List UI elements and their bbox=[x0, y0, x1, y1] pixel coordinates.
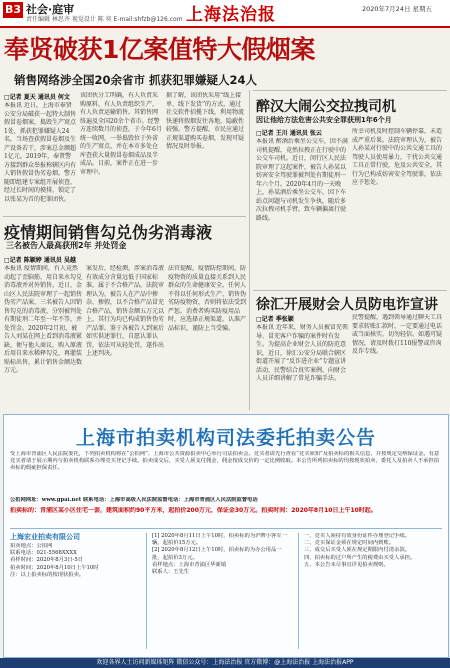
ad-company: 上海宏业拍卖有限公司 bbox=[10, 533, 80, 541]
lead-byline: □记者 夏天 通讯员 何文 bbox=[4, 94, 70, 101]
ad-col-divider bbox=[298, 533, 299, 649]
ad-intro: 受上海市青浦区人民法院委托，下列拍卖机构将在“公拍网”、上海市公共资源拍卖中心举行司法拍卖会。竞买者请先行查看“竞买须知”及拍卖标的相关信息，并按规定交纳保证金。有意竞买者请于展示期内与拍卖机构联系办理竞买登记手续。拍卖成交后，买受人须支付佣金，佣金按成交价的一定比例收取。本公告所列拍卖标的均按现状拍卖，委托人及拍卖人不承担拍卖标的瑕疵担保责任。 bbox=[10, 451, 440, 472]
ad-title: 上海市拍卖机构司法委托拍卖公告 bbox=[75, 427, 376, 449]
column-divider bbox=[249, 90, 250, 410]
lead-headline: 奉贤破获1亿案值特大假烟案 bbox=[4, 35, 315, 64]
article4-body-col2: 民警提醒，遇到领导通过聊天工具要求转账汇款时，一定要通过电话或当面核实，切勿轻信。如遇可疑情况，请及时拨打110报警或咨询反诈专线。 bbox=[352, 314, 443, 355]
divider-line bbox=[253, 290, 447, 291]
masthead-logo: 上海法治报 bbox=[186, 5, 276, 25]
lead-body-col3: 据了解，该团伙采用“线上接单、线下发货”的方式，通过社交软件招揽下线，利用物流快递将假烟发往各地，隐蔽性较强。警方提醒，市民应通过正规渠道购买卷烟，发现可疑情况及时举报。 bbox=[166, 92, 245, 150]
ad-contact: 公拍网网址：www.gpai.net 联系电话：上海市高级人民法院监督电话：上海市青浦区人民法院监督电话 bbox=[10, 497, 258, 503]
article2-body-col1: 本报讯 疫情期间，有人竟然动起了歪脑筋，用自来水勾兑消毒液并对外销售。近日，金山区人民法院审理了一起销售伪劣产品案，三名被告人因销售勾兑的消毒液，分别被判处有期徒刑二年至一年不等，并处罚金。2020年2月初，被告人刘某在网上看到消毒液紧缺，便与他人商议，购入原液后用自来水稀释勾兑，再灌装贴标出售，累计销售金额达数万元。 bbox=[4, 265, 82, 374]
issue-date: 2020年7月24日 星期五 bbox=[362, 5, 433, 13]
article3-subhead: 因让他给方法危害公共安全罪获刑1年6个月 bbox=[256, 116, 392, 124]
article2-body-col2: 案发后，经检测，涉案消毒液有效成分含量远低于国家标准，属于不合格产品。法院审理认为，被告人在产品中掺杂、掺假，以不合格产品冒充合格产品，销售金额五万元以上，其行为均已构成销售伪劣产品罪。鉴于各被告人到案后如实供述罪行，自愿认罪认罚，依法可从轻处罚，遂作出上述判决。 bbox=[86, 265, 164, 357]
article3-headline: 醉汉大闹公交拉拽司机 bbox=[256, 99, 396, 115]
article4-byline: □记者 季张颖 bbox=[256, 316, 294, 323]
article2-headline: 疫情期间销售勾兑伪劣消毒液 bbox=[4, 223, 213, 242]
section-code-badge: B3 bbox=[4, 3, 22, 16]
divider-line bbox=[253, 90, 447, 91]
editor-line: 责任编辑 林思齐 视觉设计 陈 奕 E-mail:shfzb@126.com bbox=[26, 16, 183, 23]
lead-body-col1: 本报讯 近日，上海市奉贤公安分局破获一起特大制售假冒卷烟案，捣毁生产窝点1处，抓获犯罪嫌疑人24名，当场查获假冒卷烟及生产设备若干，涉案总金额超1亿元。2019年，奉贤警方接到群众举报称辖区内有人销售假冒伪劣卷烟。警方随即组建专案组开展侦查，经过长时间的摸排，锁定了以张某为首的犯罪团伙。 bbox=[4, 102, 76, 203]
lead-subhead: 销售网络涉全国20余省市 抓获犯罪嫌疑人24人 bbox=[14, 73, 258, 87]
footer-banner: 欢迎各界人士访问新媒体矩阵 微信公众号：上海法治报 官方微博：@上海法治报 上海法治报APP bbox=[0, 658, 450, 668]
ad-col-divider bbox=[146, 533, 147, 649]
lead-body-col2: 该团伙分工明确，有人负责采购原料，有人负责组织生产，有人负责运输销售。其销售网络遍及全国20余个省市。经警方连续数月的侦查，于今年6月统一收网，一举捣毁位于外省的生产窝点，并在本市多处仓库查获大量假冒卷烟成品及半成品。目前，案件正在进一步审理中。 bbox=[80, 92, 162, 176]
article2-subhead: 三名被告人最高获刑2年 并处罚金 bbox=[6, 241, 127, 250]
article3-body-col2: 所幸司机及时控制车辆停靠，未造成严重后果。法院审理认为，被告人孙某对行驶中的公共交通工具的驾驶人员使用暴力，干扰公共交通工具正常行驶，危及公共安全，其行为已构成妨害安全驾驶罪，依法应予惩处。 bbox=[352, 128, 443, 186]
ad-left-column: 拍卖地点：公拍网 联系电话：021-5568XXXX 看样时间：2020年8月3日-5日 拍卖时间：2020年8月10日上午10时 注：以上拍卖标的按现状拍卖。 bbox=[10, 543, 99, 578]
ad-highlight: 拍卖标的：青浦区某小区住宅一套，建筑面积约90平方米，起拍价200万元，保证金30万元。拍卖时间：2020年8月10日上午10时起。 bbox=[10, 507, 377, 514]
article2-body-col3: 法官提醒，疫情防控期间，防疫物资的质量直接关系到人民群众的生命健康安全。任何人不得以任何形式生产、销售伪劣防疫物资，否则将依法受到严惩。消费者购买防疫用品时，应选择正规渠道，认准产品标识，谨防上当受骗。 bbox=[168, 265, 246, 332]
ad-divider bbox=[10, 528, 442, 529]
article2-byline: □记者 陈颖婷 通讯员 吴越 bbox=[4, 257, 76, 264]
divider-line bbox=[3, 216, 246, 217]
ad-middle-column: [1] 2020年8月11日上午10时，拍卖标的为沪牌小客车一辆，起拍价15万元。 [2] 2020年8月12日上午10时，拍卖标的为办公用品一批，起拍价3万元。 看样地点：上海市青浦区华新镇 联系人：王先生 bbox=[152, 533, 287, 576]
article4-headline: 徐汇开展财会人员防电诈宣讲 bbox=[256, 297, 438, 313]
ad-right-column: 一、竞买人须持有效身份证件办理登记手续。 二、竞买保证金须在规定时间内到账。 三、成交后买受人须在规定期限内付清余款。 四、拍卖标的过户所产生的税费由买受人承担。 五、本公告未尽事宜详见拍卖规则。 bbox=[304, 533, 416, 568]
auction-notice-ad bbox=[3, 414, 449, 658]
article3-body-col1: 本报讯 醉酒后乘坐公交车，因不满司机提醒，竟然拉拽正在行驶中的公交车司机。近日，闵行区人民法院审理了这起案件，被告人孙某以妨害安全驾驶罪被判处有期徒刑一年六个月。2020年4月的一天晚上，孙某酒后乘坐公交车，因下车站点问题与司机发生争执，随后多次拉拽司机手臂，致车辆偏离行驶路线。 bbox=[256, 138, 348, 222]
article4-body-col1: 本报讯 近年来，财务人员被冒充领导、冒充客户诈骗的案件时有发生。为提高企业财会人员的防范意识，近日，徐汇公安分局联合辖区街道开展了“反诈进企业”专题宣讲活动，民警结合真实案例，向财会人员详细讲解了常见诈骗手法。 bbox=[256, 324, 348, 382]
section-name: 社会·庭审 bbox=[26, 3, 75, 16]
page-header bbox=[0, 0, 450, 28]
article3-byline: □记者 王川 通讯员 张云 bbox=[256, 130, 322, 137]
